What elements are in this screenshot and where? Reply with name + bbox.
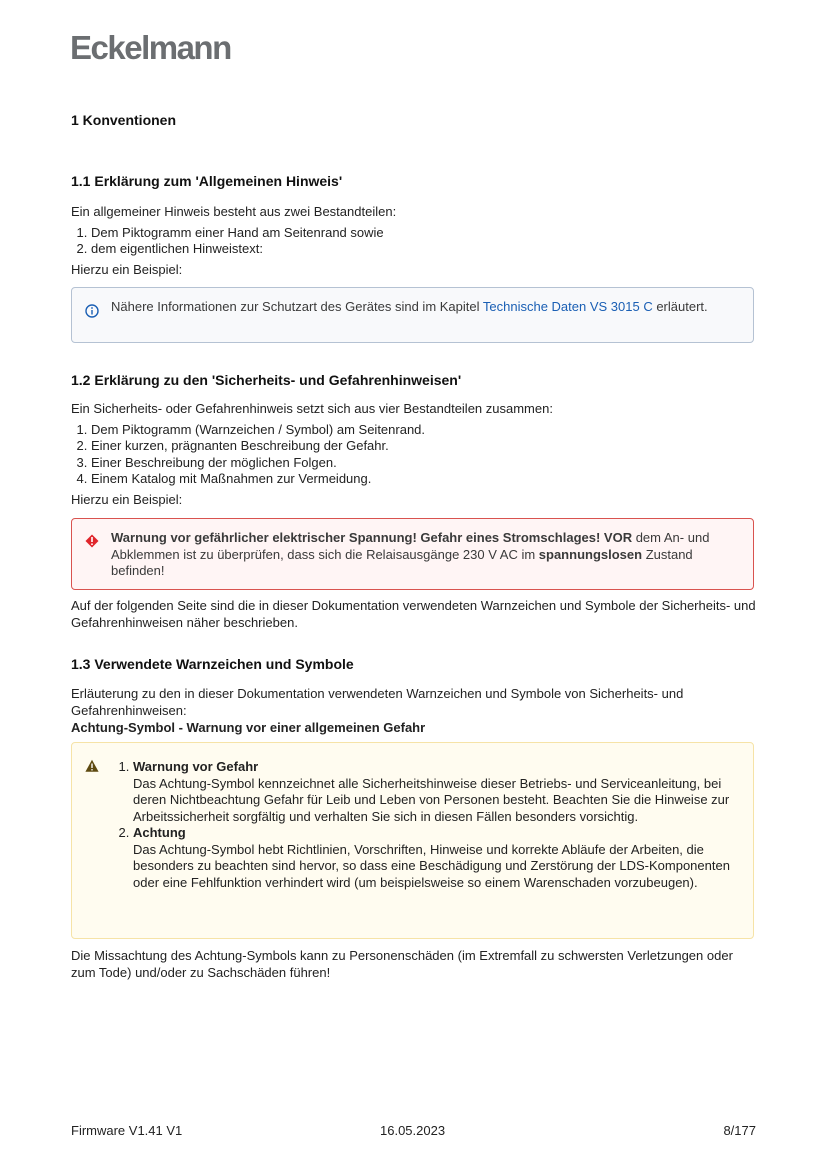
item-text: Das Achtung-Symbol kennzeichnet alle Sicherheitshinweise dieser Betriebs- und Serviceanleitung, bei deren Nichtbeachtung Gefahr für Leib und Leben von Personen besteht. Beachten Sie die Hinweise zur Arbeitssicherheit sorgfältig und verhalten Sie sich in diesen Fällen besonders vorsichtig. xyxy=(133,775,730,824)
paragraph: Hierzu ein Beispiel: xyxy=(71,491,183,507)
caution-note-box xyxy=(71,742,754,939)
danger-note-box xyxy=(71,518,754,590)
numbered-list xyxy=(71,422,756,488)
danger-text: dem An- und Abklemmen ist zu überprüfen, dass sich die Relaisausgänge 230 V AC im xyxy=(111,530,710,562)
paragraph: Erläuterung zu den in dieser Dokumentation verwendeten Warnzeichen und Symbole von Sicherheits- und Gefahrenhinweisen: xyxy=(71,686,684,718)
paragraph: Die Missachtung des Achtung-Symbols kann zu Personenschäden (im Extremfall zu schwersten Verletzungen oder zum Tode) und/oder zu Sachschäden führen! xyxy=(71,948,733,980)
warning-triangle-icon xyxy=(85,759,99,773)
list-item: 1. Dem Piktogramm (Warnzeichen / Symbol) am Seitenrand. xyxy=(91,422,756,439)
section-1-1-body xyxy=(71,204,756,278)
technische-daten-link[interactable]: Technische Daten VS 3015 C xyxy=(482,299,653,314)
info-circle-icon xyxy=(85,304,99,318)
list-item xyxy=(133,759,739,825)
danger-text-end: Zustand befinden! xyxy=(111,546,693,578)
section-1-1-heading: 1.1 Erklärung zum 'Allgemeinen Hinweis' xyxy=(71,173,343,189)
paragraph: Ein allgemeiner Hinweis besteht aus zwei Bestandteilen: xyxy=(71,204,397,219)
paragraph: Auf der folgenden Seite sind die in dieser Dokumentation verwendeten Warnzeichen und Symbole der Sicherheits- und Gefahrenhinweisen näher beschrieben. xyxy=(71,598,756,630)
section-1-2-heading: 1.2 Erklärung zu den 'Sicherheits- und Gefahrenhinweisen' xyxy=(71,372,462,388)
list-item: 1. Dem Piktogramm einer Hand am Seitenrand sowie xyxy=(91,225,756,242)
caution-list xyxy=(111,759,739,891)
list-item xyxy=(133,825,739,891)
info-note-box xyxy=(71,287,754,343)
list-item: 2. dem eigentlichen Hinweistext: xyxy=(91,241,756,258)
eckelmann-logo: Eckelmann xyxy=(70,29,231,66)
danger-exclamation-icon xyxy=(85,534,99,548)
footer-page-number: 8/177 xyxy=(723,1123,756,1138)
danger-emphasis: spannungslosen xyxy=(538,546,643,562)
paragraph: Ein Sicherheits- oder Gefahrenhinweis setzt sich aus vier Bestandteilen zusammen: xyxy=(71,401,553,416)
footer-firmware: Firmware V1.41 V1 xyxy=(71,1123,183,1138)
footer-date: 16.05.2023 xyxy=(380,1123,446,1138)
paragraph: Hierzu ein Beispiel: xyxy=(71,261,183,277)
section-1-2-body xyxy=(71,401,756,508)
chapter-heading: 1 Konventionen xyxy=(71,112,177,128)
subheading: Achtung-Symbol - Warnung vor einer allgemeinen Gefahr xyxy=(71,720,426,735)
list-item: 2. Einer kurzen, prägnanten Beschreibung der Gefahr. xyxy=(91,438,756,455)
list-item: 3. Einer Beschreibung der möglichen Folgen. xyxy=(91,455,756,472)
note-text-end: erläutert. xyxy=(652,299,708,314)
note-text: Nähere Informationen zur Schutzart des Gerätes sind im Kapitel xyxy=(111,299,483,314)
item-title: Warnung vor Gefahr xyxy=(133,759,259,774)
list-item: 4. Einem Katalog mit Maßnahmen zur Vermeidung. xyxy=(91,471,756,488)
numbered-list xyxy=(71,225,756,258)
item-text: Das Achtung-Symbol hebt Richtlinien, Vorschriften, Hinweise und korrekte Abläufe der Arbeiten, die besonders zu beachten sind hervor, so dass eine Beschädigung und Zerstörung der LDS-Komponenten oder eine Fehlfunktion verhindert wird (um beispielsweise so einem Warenschaden vorzubeugen). xyxy=(133,841,730,890)
section-1-3-heading: 1.3 Verwendete Warnzeichen und Symbole xyxy=(71,656,354,672)
danger-title: Warnung vor gefährlicher elektrischer Spannung! Gefahr eines Stromschlages! VOR xyxy=(111,530,633,545)
item-title: Achtung xyxy=(133,825,186,840)
